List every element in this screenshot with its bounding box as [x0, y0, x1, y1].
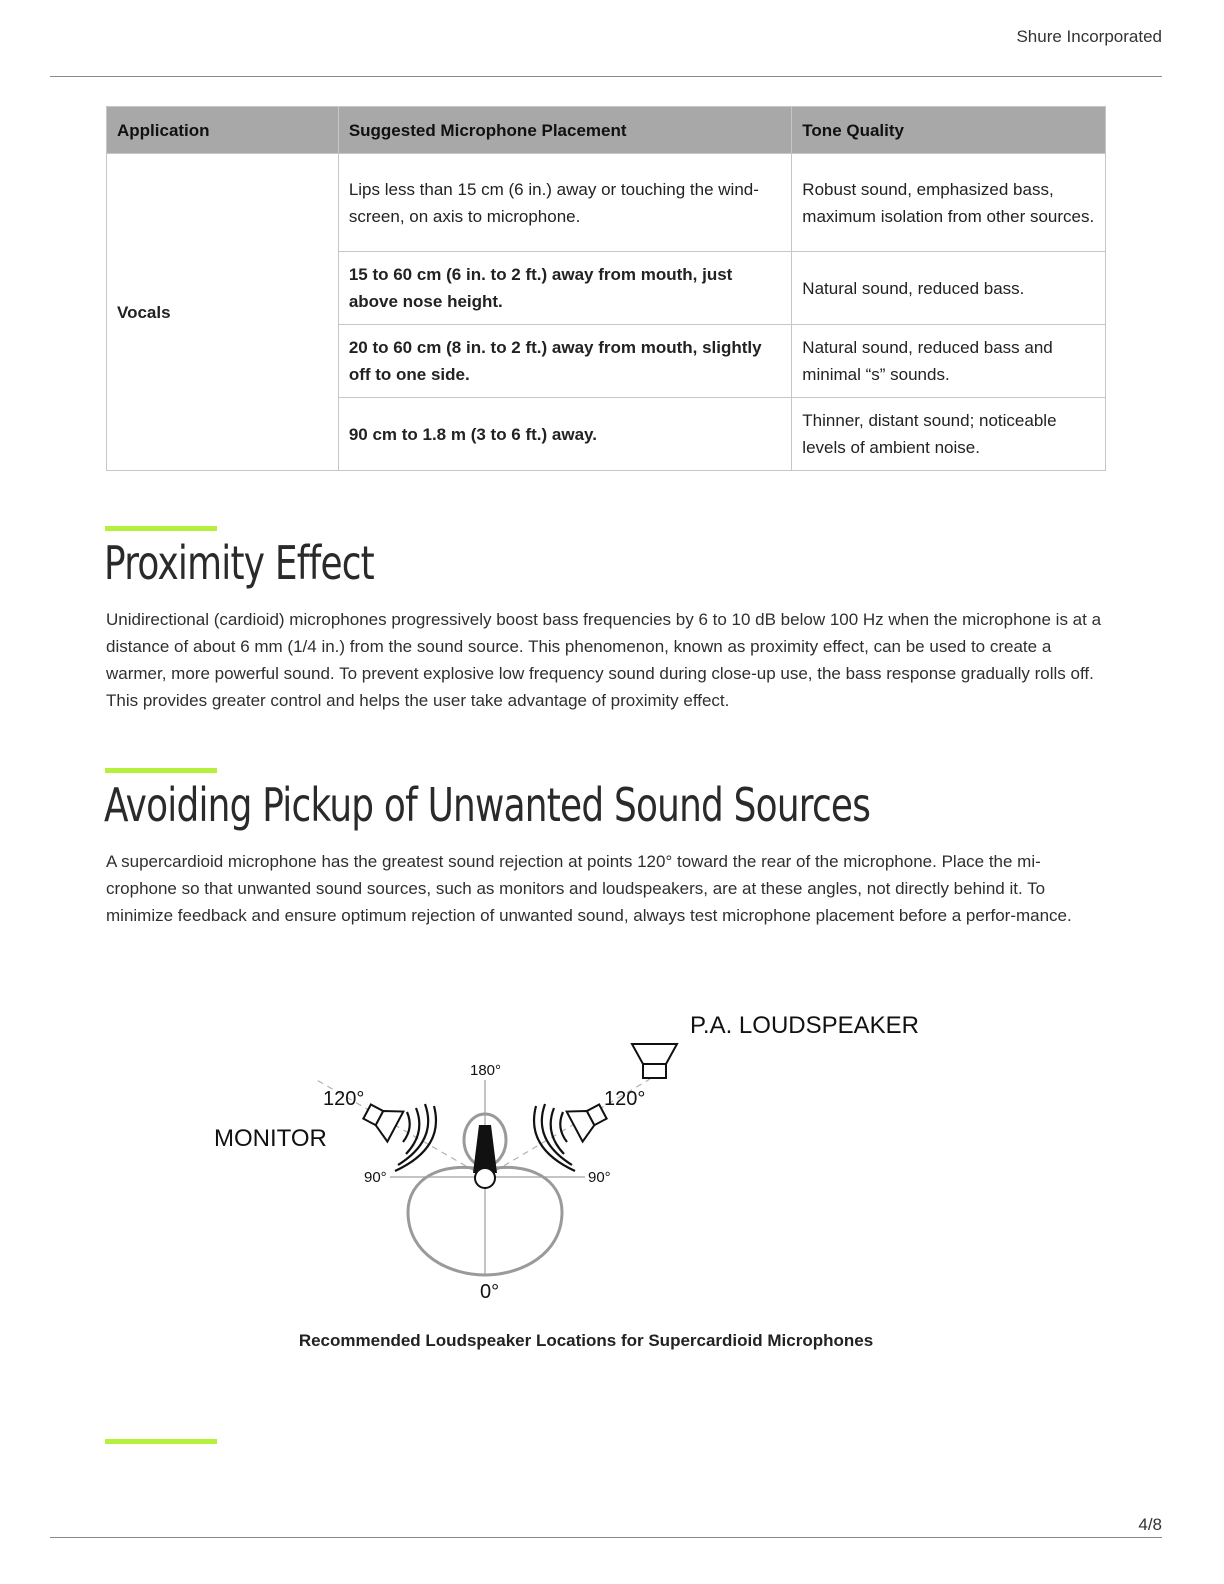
tone-cell: Thinner, distant sound; noticeable levels of ambient noise.: [792, 398, 1106, 471]
figure-caption: Recommended Loudspeaker Locations for Supercardioid Microphones: [298, 1331, 874, 1350]
pa-loudspeaker-label: P.A. LOUDSPEAKER: [690, 1012, 919, 1039]
section-accent-bar: [105, 526, 217, 531]
angle-label-90-left: 90°: [364, 1169, 387, 1186]
section-accent-bar: [105, 1439, 217, 1444]
footer-divider: [50, 1537, 1162, 1538]
section-title: Proximity Effect: [104, 536, 374, 590]
microphone-icon: [473, 1125, 497, 1173]
column-header: Application: [107, 107, 339, 154]
column-header: Tone Quality: [792, 107, 1106, 154]
placement-cell: 90 cm to 1.8 m (3 to 6 ft.) away.: [338, 398, 791, 471]
left-monitor-icon: [359, 1097, 403, 1142]
application-cell: Vocals: [107, 154, 339, 471]
angle-label-90-right: 90°: [588, 1169, 611, 1186]
monitor-label: MONITOR: [214, 1125, 327, 1152]
pa-loudspeaker-icon: [632, 1044, 677, 1078]
placement-table: [106, 106, 1106, 471]
header-divider: [50, 76, 1162, 77]
page-number: 4/8: [1138, 1515, 1162, 1534]
tone-cell: Robust sound, emphasized bass, maximum isolation from other sources.: [792, 154, 1106, 252]
supercardioid-placement-diagram: [200, 1000, 960, 1310]
microphone-head: [475, 1168, 495, 1188]
angle-label-120-right: 120°: [604, 1088, 646, 1110]
placement-cell: 20 to 60 cm (8 in. to 2 ft.) away from mouth, slightly off to one side.: [338, 325, 791, 398]
table-header-row: [107, 107, 1106, 154]
tone-cell: Natural sound, reduced bass.: [792, 252, 1106, 325]
section-title: Avoiding Pickup of Unwanted Sound Sources: [104, 778, 871, 832]
section-body: A supercardioid microphone has the greatest sound rejection at points 120° toward the rear of the microphone. Place the mi-crophone so that unwanted sound sources, such as monitors and loudspeakers, are at these angles, not directly behind it. To minimize feedback and ensure optimum rejection of unwanted sound, always test microphone placement before a perfor-mance.: [106, 852, 1072, 925]
placement-cell: 15 to 60 cm (6 in. to 2 ft.) away from mouth, just above nose height.: [338, 252, 791, 325]
column-header: Suggested Microphone Placement: [338, 107, 791, 154]
placement-cell: Lips less than 15 cm (6 in.) away or touching the wind-screen, on axis to microphone.: [338, 154, 791, 252]
section-accent-bar: [105, 768, 217, 773]
angle-label-0: 0°: [480, 1281, 500, 1303]
section-body: Unidirectional (cardioid) microphones progressively boost bass frequencies by 6 to 10 dB below 100 Hz when the microphone is at a distance of about 6 mm (1/4 in.) from the sound source. This phenomenon, known as proximity effect, can be used to create a warmer, more powerful sound. To prevent explosive low frequency sound during close-up use, the bass response gradually rolls off. This provides greater control and helps the user take advantage of proximity effect.: [106, 610, 1102, 710]
table-row: [107, 154, 1106, 252]
angle-label-120-left: 120°: [323, 1088, 365, 1110]
angle-label-180: 180°: [470, 1062, 502, 1079]
tone-cell: Natural sound, reduced bass and minimal “s” sounds.: [792, 325, 1106, 398]
header-company-name: Shure Incorporated: [1016, 27, 1162, 46]
